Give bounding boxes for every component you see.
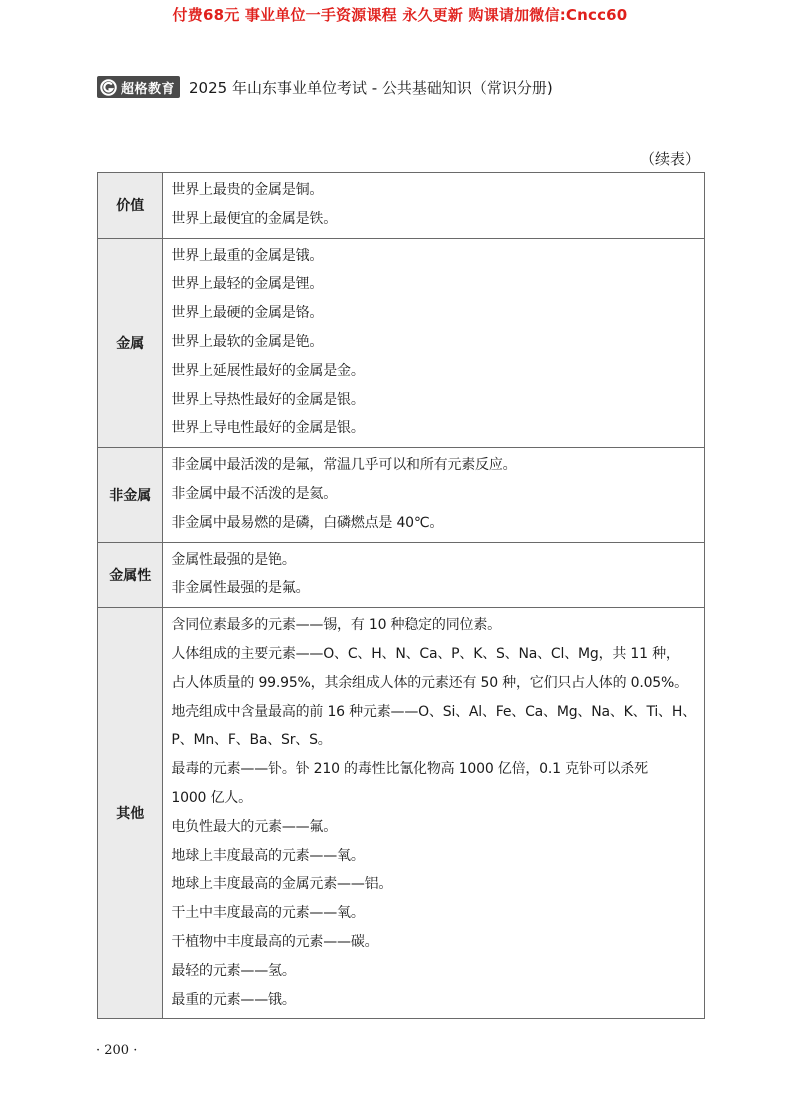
fact-line: 世界上最软的金属是铯。 [171, 333, 324, 350]
row-category: 金属性 [98, 542, 163, 608]
row-content [163, 542, 705, 608]
facts-table [97, 172, 705, 1019]
logo-icon [100, 79, 117, 96]
row-category: 其他 [98, 608, 163, 1019]
fact-line: 电负性最大的元素——氟。 [171, 818, 338, 835]
row-content [163, 238, 705, 448]
fact-line: P、Mn、F、Ba、Sr、S。 [171, 732, 332, 749]
table-row [98, 542, 705, 608]
fact-line: 占人体质量的 99.95%，其余组成人体的元素还有 50 种，它们只占人体的 0.05%。 [171, 674, 688, 691]
fact-line: 干植物中丰度最高的元素——碳。 [171, 933, 379, 950]
row-category: 金属 [98, 238, 163, 448]
logo-text: 超格教育 [121, 81, 176, 97]
fact-line: 最毒的元素——钋。钋 210 的毒性比氰化物高 1000 亿倍，0.1 克钋可以杀死 [171, 761, 648, 778]
fact-line: 干土中丰度最高的元素——氧。 [171, 905, 365, 922]
publisher-logo [97, 76, 180, 98]
fact-line: 非金属中最活泼的是氟，常温几乎可以和所有元素反应。 [171, 457, 517, 474]
fact-line: 世界上最贵的金属是铜。 [171, 182, 324, 198]
fact-line: 1000 亿人。 [171, 789, 252, 806]
page-number: · 200 · [96, 1043, 138, 1058]
watermark-banner: 付费68元 事业单位一手资源课程 永久更新 购课请加微信:Cncc60 [172, 6, 628, 24]
continued-label: （续表） [639, 150, 700, 168]
fact-line: 地球上丰度最高的元素——氧。 [171, 847, 365, 864]
row-category: 非金属 [98, 448, 163, 542]
table-row [98, 173, 705, 239]
table-row [98, 238, 705, 448]
fact-line: 世界上最硬的金属是铬。 [171, 305, 324, 322]
fact-line: 人体组成的主要元素——O、C、H、N、Ca、P、K、S、Na、Cl、Mg，共 11 种， [171, 645, 680, 662]
fact-line: 最轻的元素——氢。 [171, 962, 296, 979]
row-content [163, 448, 705, 542]
fact-line: 世界上最轻的金属是锂。 [171, 276, 324, 293]
fact-line: 世界上最便宜的金属是铁。 [171, 210, 338, 227]
fact-line: 地壳组成中含量最高的前 16 种元素——O、Si、Al、Fe、Ca、Mg、Na、K、Ti、H、 [171, 703, 696, 720]
fact-line: 地球上丰度最高的金属元素——铝。 [171, 876, 393, 893]
facts-table-body [98, 173, 705, 1019]
fact-line: 非金属中最不活泼的是氦。 [171, 485, 338, 502]
fact-line: 含同位素最多的元素——锡，有 10 种稳定的同位素。 [171, 617, 501, 634]
table-row [98, 608, 705, 1019]
fact-line: 世界上导热性最好的金属是银。 [171, 391, 365, 408]
fact-line: 最重的元素——锇。 [171, 991, 296, 1008]
page-header [97, 74, 707, 100]
book-title: 2025 年山东事业单位考试 - 公共基础知识（常识分册) [189, 78, 553, 97]
fact-line: 非金属中最易燃的是磷，白磷燃点是 40℃。 [171, 514, 444, 531]
fact-line: 世界上延展性最好的金属是金。 [171, 362, 365, 379]
fact-line: 金属性最强的是铯。 [171, 551, 296, 568]
row-category: 价值 [98, 173, 163, 239]
row-content [163, 608, 705, 1019]
fact-line: 非金属性最强的是氟。 [171, 580, 310, 597]
row-content [163, 173, 705, 239]
fact-line: 世界上导电性最好的金属是银。 [171, 420, 365, 437]
fact-line: 世界上最重的金属是锇。 [171, 247, 324, 264]
table-row [98, 448, 705, 542]
